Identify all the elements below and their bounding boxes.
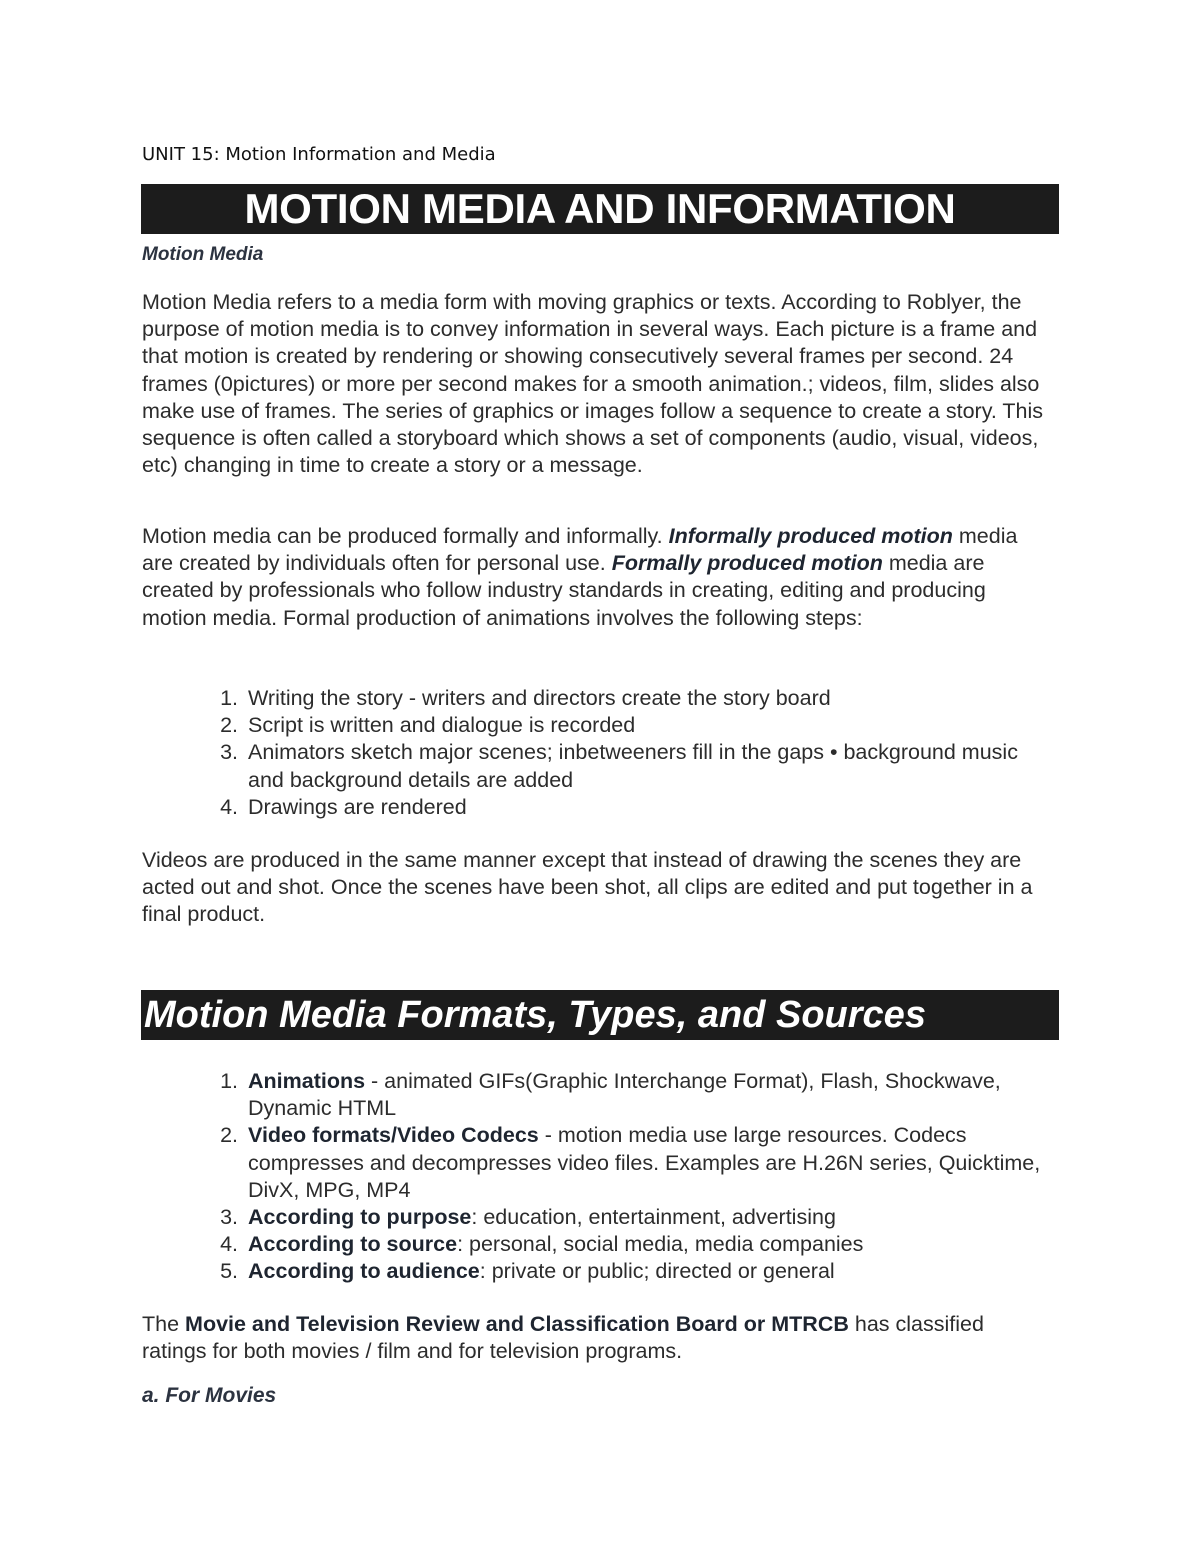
paragraph-definition: Motion Media refers to a media form with moving graphics or texts. According to Roblyer, the purpose of motion media is to convey information in several ways. Each picture is a frame and that motion is created by rendering or showing consecutively several frames per second. 24 frames (0pictures) or more per second makes for a smooth animation.; videos, film, slides also make use of frames. The series of graphics or images follow a sequence to create a story. This sequence is often called a storyboard which shows a set of components (audio, visual, videos, etc) changing in time to create a story or a message. xyxy=(142,290,1044,478)
list-item-text: Script is written and dialogue is recorded xyxy=(248,713,636,738)
section-title-bar xyxy=(141,990,1059,1040)
subheading-for-movies: a. For Movies xyxy=(142,1384,277,1407)
title-bar xyxy=(141,184,1059,234)
paragraph-text: Motion media can be produced formally and informally. xyxy=(142,524,669,548)
list-item xyxy=(142,1258,1052,1285)
emphasis-formal: Formally produced motion xyxy=(611,551,883,576)
list-item xyxy=(142,1204,1052,1231)
list-item-text: : personal, social media, media companies xyxy=(457,1232,864,1257)
paragraph-production xyxy=(142,523,1052,632)
list-item-text: - motion media use large resources. Codecs compresses and decompresses video files. Examples are H.26N series, Quicktime, DivX, MPG, MP4 xyxy=(248,1123,1041,1202)
list-item-term: According to audience xyxy=(248,1259,480,1284)
list-item-term: According to source xyxy=(248,1232,458,1257)
formats-list xyxy=(142,1068,1052,1286)
paragraph-videos: Videos are produced in the same manner except that instead of drawing the scenes they are acted out and shot. Once the scenes have been shot, all clips are edited and put together in a final product. xyxy=(142,848,1033,927)
list-number: 3. xyxy=(220,740,238,765)
paragraph-text: has classified ratings for both movies / film and for television programs. xyxy=(142,1312,984,1364)
list-number: 1. xyxy=(220,686,238,710)
paragraph-mtrcb xyxy=(142,1311,1052,1365)
list-item-text: Animators sketch major scenes; inbetweeners fill in the gaps • background music and background details are added xyxy=(248,740,1018,792)
list-item-term: Animations xyxy=(248,1069,366,1093)
section-title: Motion Media Formats, Types, and Sources xyxy=(144,994,926,1036)
list-item-text: Writing the story - writers and directors create the story board xyxy=(248,686,831,710)
list-item xyxy=(142,794,1052,821)
list-item xyxy=(142,1068,1052,1122)
list-item xyxy=(142,1231,1052,1258)
list-number: 4. xyxy=(220,1232,238,1257)
paragraph-text: The xyxy=(142,1312,186,1336)
paragraph-text: media are created by individuals often for personal use. xyxy=(142,524,1018,576)
list-number: 1. xyxy=(220,1069,238,1093)
list-number: 4. xyxy=(220,794,238,819)
list-number: 2. xyxy=(220,1123,238,1148)
list-item-text: Drawings are rendered xyxy=(248,794,467,819)
list-item-term: Video formats/Video Codecs xyxy=(248,1123,539,1148)
list-number: 2. xyxy=(220,713,238,738)
production-steps-list xyxy=(142,685,1052,821)
list-item-text: : education, entertainment, advertising xyxy=(471,1205,836,1230)
list-item xyxy=(142,1122,1052,1204)
subheading-motion-media: Motion Media xyxy=(142,244,264,265)
emphasis-mtrcb: Movie and Television Review and Classification Board or MTRCB xyxy=(185,1312,849,1336)
page-title: MOTION MEDIA AND INFORMATION xyxy=(244,185,956,232)
list-number: 3. xyxy=(220,1205,238,1230)
list-item-text: - animated GIFs(Graphic Interchange Format), Flash, Shockwave, Dynamic HTML xyxy=(248,1069,1001,1121)
list-item xyxy=(142,739,1052,793)
list-number: 5. xyxy=(220,1259,238,1284)
emphasis-informal: Informally produced motion xyxy=(668,524,953,548)
paragraph-text: media are created by professionals who follow industry standards in creating, editing and producing motion media. Formal production of animations involves the following steps: xyxy=(142,551,986,630)
list-item xyxy=(142,712,1052,739)
unit-header: UNIT 15: Motion Information and Media xyxy=(142,144,496,165)
list-item-text: : private or public; directed or general xyxy=(479,1259,835,1284)
list-item xyxy=(142,685,1052,712)
list-item-term: According to purpose xyxy=(248,1205,472,1230)
